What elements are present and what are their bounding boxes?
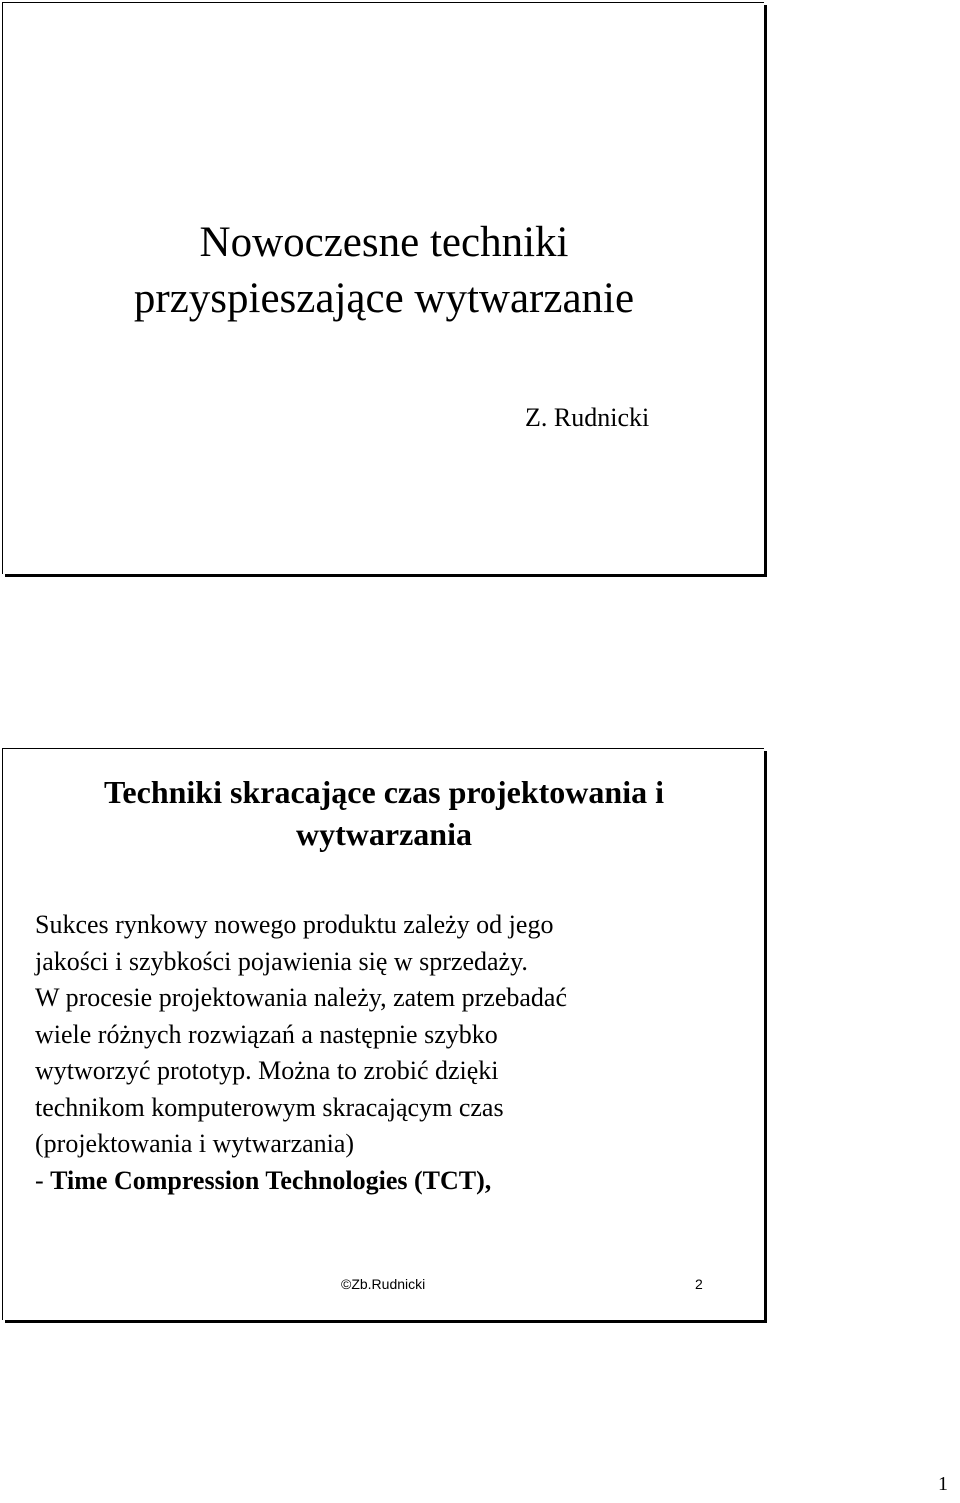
page-number: 1 (938, 1473, 948, 1495)
slide-2-title (3, 771, 765, 855)
slide-number: 2 (695, 1276, 703, 1292)
paragraph-1-line-1: Sukces rynkowy nowego produktu zależy od jego (35, 910, 554, 939)
paragraph-2 (35, 980, 755, 1199)
paragraph-2-line-2: wiele różnych rozwiązań a następnie szybko (35, 1019, 498, 1049)
paragraph-2-line-6 (35, 1163, 755, 1200)
slide-1-title-line-1: Nowoczesne techniki (199, 219, 569, 266)
paragraph-2-line-1: W procesie projektowania należy, zatem przebadać (35, 983, 567, 1012)
paragraph-2-line-4: technikom komputerowym skracającym czas (35, 1092, 504, 1122)
slide-1-title (3, 215, 765, 327)
footer-copyright: ©Zb.Rudnicki (341, 1276, 426, 1292)
slide-1-title-line-2: przyspieszające wytwarzanie (133, 275, 635, 322)
slide-2 (2, 748, 764, 1320)
slide-2-title-line-1: Techniki skracające czas projektowania i (104, 774, 664, 810)
slide-1 (2, 2, 764, 574)
tct-term: Time Compression Technologies (TCT), (50, 1165, 492, 1195)
paragraph-1 (35, 907, 755, 980)
slide-2-title-line-2: wytwarzania (296, 816, 472, 852)
slide-2-body (35, 907, 755, 1199)
paragraph-2-line-3: wytworzyć prototyp. Można to zrobić dzięki (35, 1056, 499, 1085)
tct-prefix: - (35, 1165, 51, 1195)
paragraph-2-line-5: (projektowania i wytwarzania) (35, 1129, 355, 1158)
slide-1-author: Z. Rudnicki (525, 403, 650, 432)
paragraph-1-line-2: jakości i szybkości pojawienia się w sprzedaży. (35, 946, 528, 976)
